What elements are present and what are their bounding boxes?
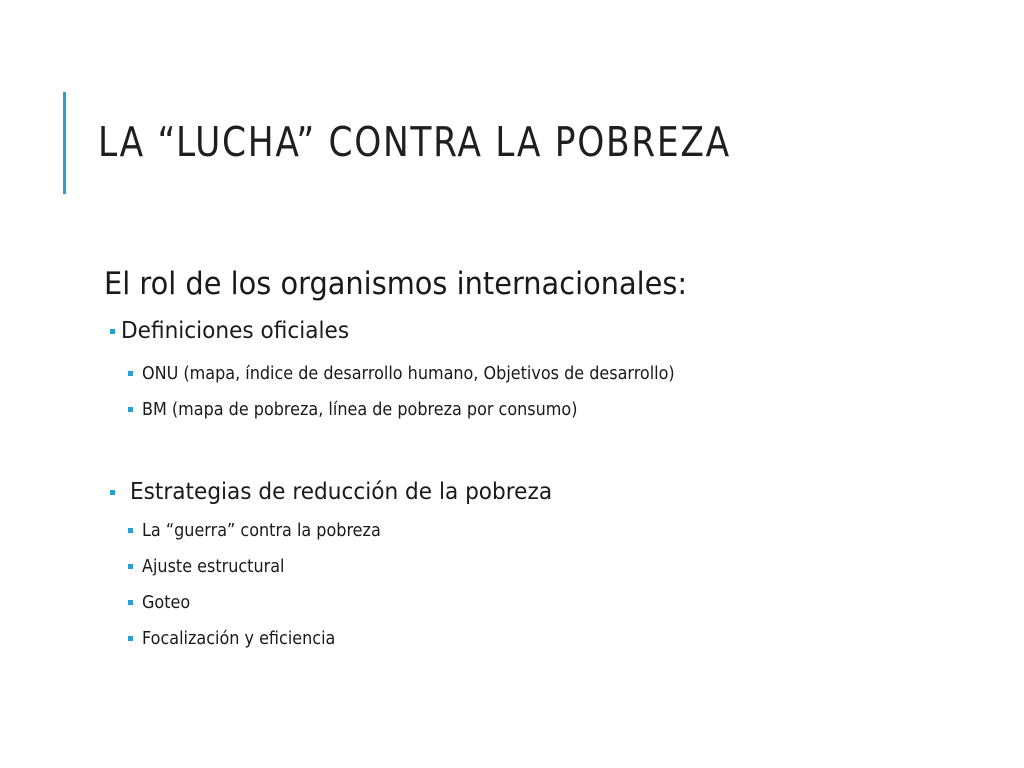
square-bullet-icon [128, 636, 133, 641]
section-estrategias [110, 479, 579, 505]
square-bullet-icon [128, 407, 133, 412]
list-item-text: Goteo [142, 592, 191, 613]
list-item-text: La “guerra” contra la pobreza [142, 520, 381, 541]
list-item-focalizacion [128, 628, 359, 649]
list-item-text: ONU (mapa, índice de desarrollo humano, Objetivos de desarrollo) [142, 363, 675, 384]
content-heading: El rol de los organismos internacionales: [104, 266, 688, 302]
section-label: Estrategias de reducción de la pobreza [130, 479, 553, 505]
list-item-goteo [128, 592, 196, 613]
square-bullet-icon [128, 528, 133, 533]
square-bullet-icon [128, 371, 133, 376]
list-item-bm [128, 399, 631, 420]
title-accent-bar [63, 92, 66, 194]
section-definiciones [110, 318, 364, 344]
list-item-guerra [128, 520, 410, 541]
list-item-text: Ajuste estructural [142, 556, 285, 577]
section-label: Definiciones oficiales [121, 318, 350, 344]
list-item-text: Focalización y eficiencia [142, 628, 336, 649]
list-item-text: BM (mapa de pobreza, línea de pobreza por consumo) [142, 399, 578, 420]
square-bullet-icon [110, 490, 115, 495]
slide-title: LA “LUCHA” CONTRA LA POBREZA [98, 118, 731, 166]
square-bullet-icon [128, 564, 133, 569]
list-item-ajuste [128, 556, 302, 577]
square-bullet-icon [128, 600, 133, 605]
square-bullet-icon [110, 329, 115, 334]
list-item-onu [128, 363, 741, 384]
